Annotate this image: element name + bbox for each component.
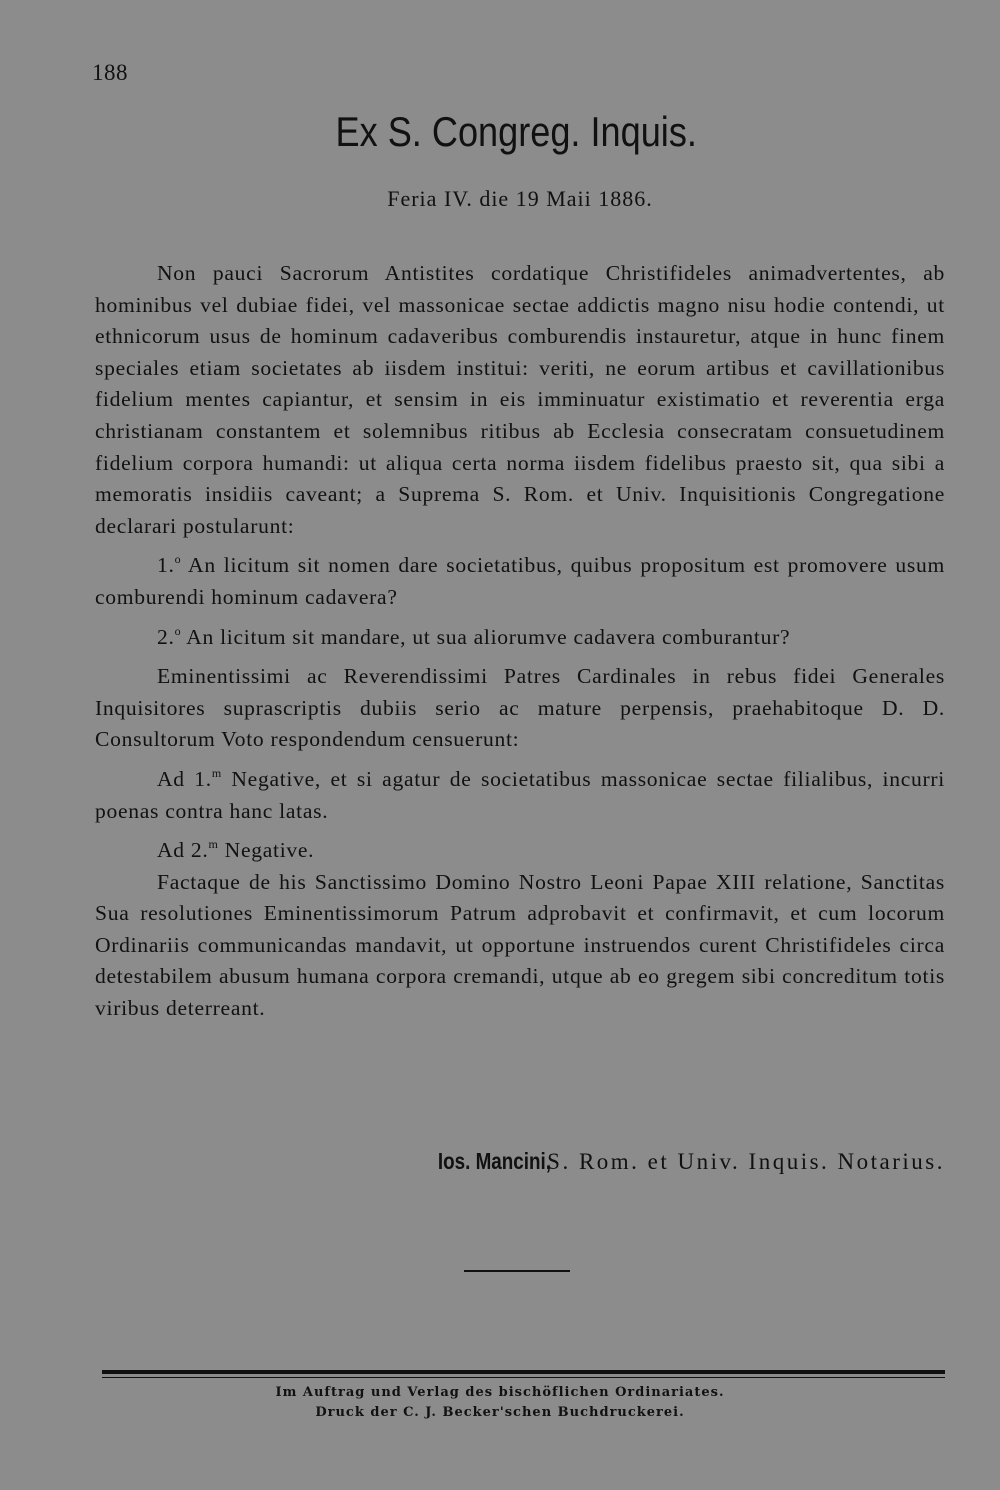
answer-2-sup: m: [208, 837, 219, 852]
imprint-publisher: Im Auftrag und Verlag des bischöflichen Ordinariates.: [275, 1385, 725, 1400]
answer-1-text: Negative, et si agatur de societatibus massonicae sectae filialibus, incurri poenas contra hanc latas.: [95, 766, 945, 823]
response-paragraph: Eminentissimi ac Reverendissimi Patres Cardinales in rebus fidei Generales Inquisitores suprascriptis dubiis serio ac mature perpensis, praehabitoque D. D. Consultorum Voto respondendum censuerunt:: [95, 664, 945, 752]
signature-name: Ios. Mancini,: [437, 1148, 551, 1174]
answer-1-sup: m: [211, 765, 222, 780]
question-2-text: An licitum sit mandare, ut sua aliorumve cadavera comburantur?: [181, 624, 791, 649]
document-heading: Ex S. Congreg. Inquis.: [335, 108, 697, 155]
question-2-number: 2.: [157, 624, 175, 649]
question-2: [95, 622, 945, 654]
question-1-sup: o: [174, 552, 182, 567]
signature-title: S. Rom. et Univ. Inquis. Notarius.: [538, 1149, 945, 1174]
question-1: [95, 550, 945, 613]
date-line: Feria IV. die 19 Maii 1886.: [387, 186, 653, 211]
page-number: 188: [92, 60, 128, 85]
footer-rule-thick: [102, 1370, 945, 1374]
section-divider: [464, 1270, 570, 1272]
footer-rule-thin: [102, 1377, 945, 1378]
intro-paragraph: Non pauci Sacrorum Antistites cordatique Christifideles animadvertentes, ab hominibus vel dubiae fidei, vel massonicae sectae addictis magno nisu hodie contendi, ut ethnicorum usus de hominum cadaveribus comburendis instauretur, atque in hunc finem speciales etiam societates ab iisdem institui: veriti, ne eorum artibus et cavillationibus fidelium mentes capiantur, et sensim in eis imminuatur existimatio et reverentia erga christianam constantem et solemnibus ritibus ab Ecclesia consecratam consuetudinem fidelium corpora humandi: ut aliqua certa norma iisdem fidelibus praesto sit, qua sibi a memoratis insidiis caveant; a Suprema S. Rom. et Univ. Inquisitionis Congregatione declarari postularunt:: [95, 261, 945, 538]
document-body: [95, 258, 945, 1025]
question-2-sup: o: [174, 623, 182, 638]
answer-1: [95, 764, 945, 827]
question-1-number: 1.: [157, 553, 175, 578]
question-1-text: An licitum sit nomen dare societatibus, quibus propositum est promovere usum comburendi hominum cadavera?: [95, 553, 945, 609]
answer-1-prefix: Ad 1.: [157, 766, 212, 791]
imprint-printer: Druck der C. J. Becker'schen Buchdruckerei.: [315, 1405, 685, 1420]
answer-2-prefix: Ad 2.: [157, 838, 209, 863]
answer-2: [95, 835, 945, 867]
signature: [413, 1148, 945, 1175]
conclusion-paragraph: Factaque de his Sanctissimo Domino Nostro Leoni Papae XIII relatione, Sanctitas Sua resolutiones Eminentissimorum Patrum adprobavit et confirmavit, et cum locorum Ordinariis communicandas mandavit, ut opportune instruendos curent Christifideles circa detestabilem abusum humana corpora cremandi, utque ab eo gregem sibi concreditum totis viribus deterreant.: [95, 869, 945, 1021]
answer-2-text: Negative.: [218, 838, 315, 863]
